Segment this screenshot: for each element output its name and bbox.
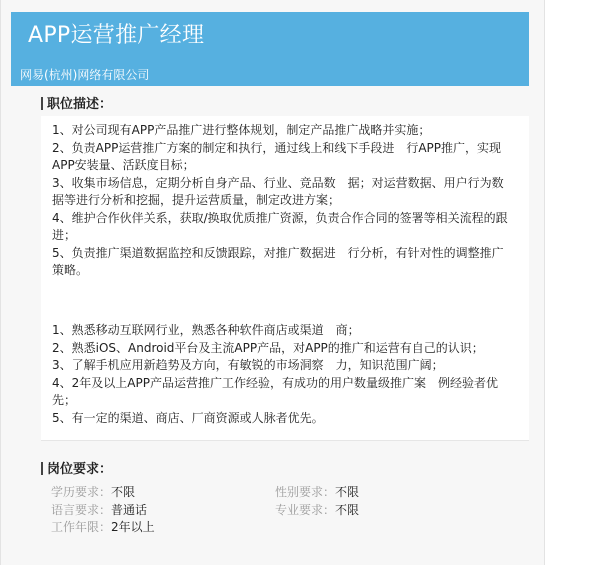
- major-field: [275, 502, 359, 519]
- field-label: 语言要求：: [51, 502, 112, 517]
- field-value: 不限: [111, 485, 136, 499]
- language-field: [51, 502, 147, 519]
- requirements-row: [51, 484, 471, 502]
- heading-bar: [41, 462, 43, 475]
- heading-bar: [41, 97, 43, 110]
- requirements-row: [51, 519, 471, 537]
- requirements-list: [52, 322, 514, 427]
- page-margin: [546, 0, 600, 565]
- job-header: [11, 12, 529, 86]
- company-name[interactable]: 网易(杭州)网络有限公司: [20, 68, 150, 82]
- list-item: 4、2年及以上APP产品运营推广工作经验，有成功的用户数量级推广案 例经验者优先；: [52, 375, 498, 407]
- field-label: 学历要求：: [51, 485, 112, 499]
- list-item: 2、熟悉iOS、Android平台及主流APP产品，对APP的推广和运营有自己的认识；: [52, 340, 484, 355]
- field-value: 2年以上: [111, 520, 155, 534]
- job-requirements-heading: [41, 462, 112, 478]
- description-heading-text: 职位描述：: [47, 97, 113, 112]
- description-heading: [41, 97, 112, 113]
- field-value: 普通话: [111, 502, 148, 517]
- field-label: 性别要求：: [275, 485, 336, 499]
- requirements-row: [51, 502, 471, 520]
- list-item: 3、了解手机应用新趋势及方向，有敏锐的市场洞察 力，知识范围广阔；: [52, 358, 444, 372]
- list-item: 5、有一定的渠道、商店、厂商资源或人脉者优先。: [52, 410, 324, 425]
- gender-field: [275, 484, 359, 501]
- field-value: 不限: [335, 485, 360, 499]
- field-label: 工作年限：: [51, 520, 112, 534]
- field-label: 专业要求：: [275, 502, 336, 517]
- list-item: 4、维护合作伙伴关系，获取/换取优质推广资源，负责合作合同的签署等相关流程的跟进；: [52, 210, 508, 242]
- list-item: 1、熟悉移动互联网行业，熟悉各种软件商店或渠道 商；: [52, 323, 360, 337]
- list-item: 2、负责APP运营推广方案的制定和执行，通过线上和线下手段进 行APP推广，实现APP安装量、活跃度目标；: [52, 140, 502, 172]
- job-requirements-heading-text: 岗位要求：: [47, 462, 113, 477]
- education-field: [51, 484, 135, 501]
- list-item: 3、收集市场信息，定期分析自身产品、行业、竞品数 据；对运营数据、用户行为数据等进行分析和挖掘，提升运营质量，制定改进方案；: [52, 175, 504, 207]
- job-title: APP运营推广经理: [28, 23, 205, 48]
- responsibilities-list: [52, 122, 514, 280]
- list-item: 1、对公司现有APP产品推广进行整体规划，制定产品推广战略并实施；: [52, 123, 431, 137]
- list-item: 5、负责推广渠道数据监控和反馈跟踪，对推广数据进 行分析，有针对性的调整推广策略。: [52, 245, 504, 277]
- job-requirements-table: [51, 484, 471, 537]
- experience-field: [51, 519, 155, 536]
- field-value: 不限: [335, 502, 360, 517]
